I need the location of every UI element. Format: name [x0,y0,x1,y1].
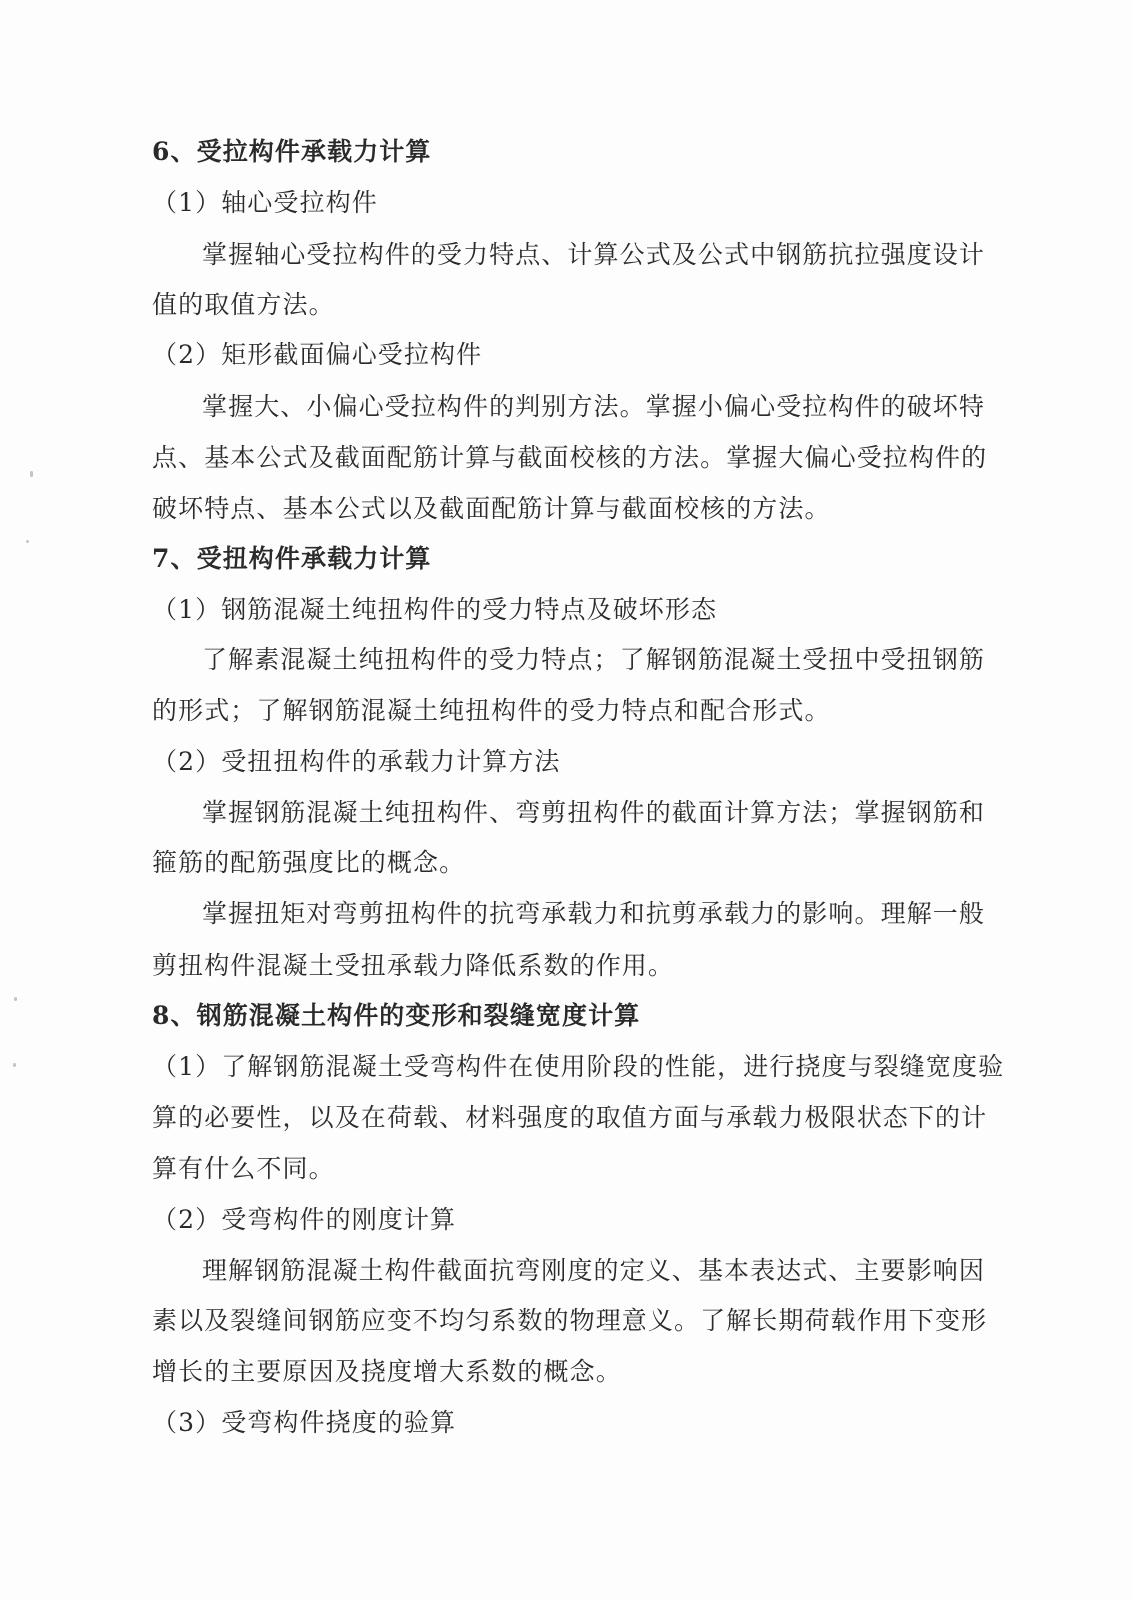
subsection-title: （1）轴心受拉构件 [152,188,378,217]
paragraph-line: 掌握轴心受拉构件的受力特点、计算公式及公式中钢筋抗拉强度设计 [202,240,986,269]
scan-speck [14,997,17,1001]
paragraph-line: 箍筋的配筋强度比的概念。 [152,848,466,877]
paragraph-line: 掌握大、小偏心受拉构件的判别方法。掌握小偏心受拉构件的破坏特 [202,392,986,421]
paragraph-line: 理解钢筋混凝土构件截面抗弯刚度的定义、基本表达式、主要影响因 [202,1256,986,1285]
paragraph-line: 算的必要性，以及在荷载、材料强度的取值方面与承载力极限状态下的计 [152,1103,988,1132]
paragraph-line: 算有什么不同。 [152,1154,335,1183]
subsection-title: （2）矩形截面偏心受拉构件 [152,340,483,369]
paragraph-line: 增长的主要原因及挠度增大系数的概念。 [152,1357,622,1386]
paragraph-line: 破坏特点、基本公式以及截面配筋计算与截面校核的方法。 [152,494,831,523]
subsection-title: （2）受扭扭构件的承载力计算方法 [152,747,561,776]
paragraph-line: 了解素混凝土纯扭构件的受力特点；了解钢筋混凝土受扭中受扭钢筋 [202,645,986,674]
paragraph-line: 点、基本公式及截面配筋计算与截面校核的方法。掌握大偏心受拉构件的 [152,443,988,472]
scan-speck [26,540,29,543]
paragraph-line: 的形式；了解钢筋混凝土纯扭构件的受力特点和配合形式。 [152,696,831,725]
scan-speck [30,471,33,477]
section-heading: 8、钢筋混凝土构件的变形和裂缝宽度计算 [152,1001,641,1030]
paragraph-line: 素以及裂缝间钢筋应变不均匀系数的物理意义。了解长期荷载作用下变形 [152,1306,988,1335]
paragraph-line: 剪扭构件混凝土受扭承载力降低系数的作用。 [152,951,675,980]
paragraph-line: 掌握钢筋混凝土纯扭构件、弯剪扭构件的截面计算方法；掌握钢筋和 [202,798,986,827]
subsection-title: （1）了解钢筋混凝土受弯构件在使用阶段的性能，进行挠度与裂缝宽度验 [152,1052,1005,1081]
subsection-title: （1）钢筋混凝土纯扭构件的受力特点及破坏形态 [152,595,718,624]
section-heading: 7、受扭构件承载力计算 [152,544,432,573]
paragraph-line: 值的取值方法。 [152,290,335,319]
scan-speck [13,1063,16,1067]
subsection-title: （2）受弯构件的刚度计算 [152,1205,457,1234]
subsection-title: （3）受弯构件挠度的验算 [152,1408,457,1437]
paragraph-line: 掌握扭矩对弯剪扭构件的抗弯承载力和抗剪承载力的影响。理解一般 [202,899,986,928]
section-heading: 6、受拉构件承载力计算 [152,137,432,166]
